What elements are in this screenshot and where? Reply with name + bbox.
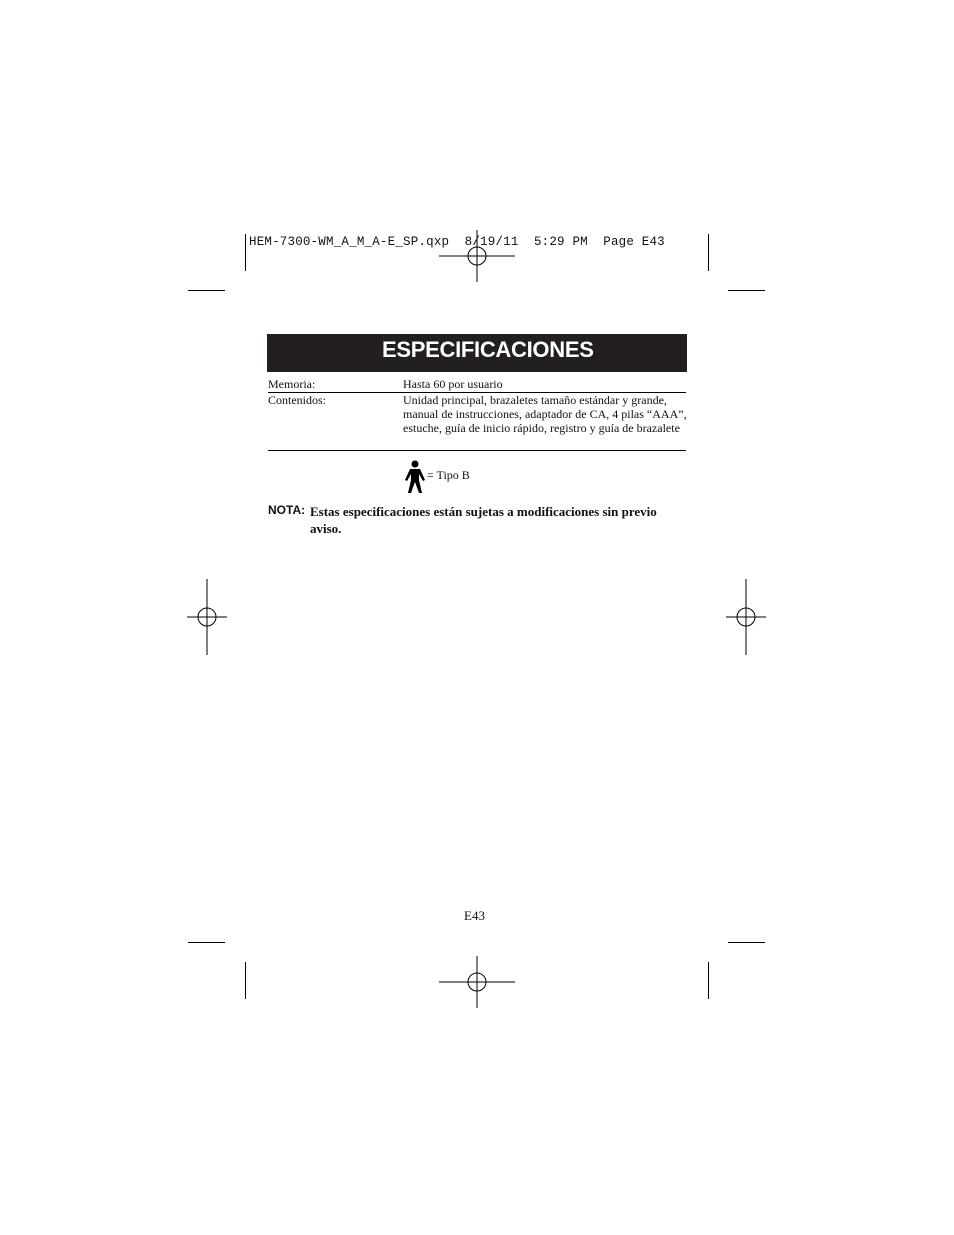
crop-mark [728, 942, 765, 943]
crop-mark [708, 234, 709, 271]
slug-line: HEM-7300-WM_A_M_A-E_SP.qxp 8/19/11 5:29 PM Page E43 [249, 235, 665, 249]
spec-value-memory: Hasta 60 por usuario [403, 377, 503, 391]
spec-label-contents: Contenidos: [268, 393, 327, 407]
spec-value-contents: Unidad principal, brazaletes tamaño estándar y grande, manual de instrucciones, adaptador de CA, 4 pilas “AAA”, estuche, guía de inicio rápido, registro y guía de brazalete [403, 393, 687, 435]
registration-mark-bottom [439, 944, 515, 1020]
crop-mark [728, 290, 765, 291]
note-text: Estas especificaciones están sujetas a modificaciones sin previo aviso. [310, 504, 657, 536]
crop-mark [708, 962, 709, 999]
spec-label-memory: Memoria: [268, 377, 316, 391]
crop-mark [188, 942, 225, 943]
spec-divider [268, 450, 686, 451]
body-type-b-icon [404, 460, 426, 494]
crop-mark [245, 962, 246, 999]
crop-mark [245, 234, 246, 271]
registration-mark-right [708, 579, 784, 655]
note-label: NOTA: [268, 503, 306, 517]
page-number: E43 [464, 908, 485, 923]
section-title: ESPECIFICACIONES [382, 337, 594, 362]
registration-mark-top [439, 218, 515, 294]
crop-mark [188, 290, 225, 291]
registration-mark-left [169, 579, 245, 655]
section-title-bar [267, 334, 687, 372]
type-b-label: = Tipo B [427, 468, 470, 482]
